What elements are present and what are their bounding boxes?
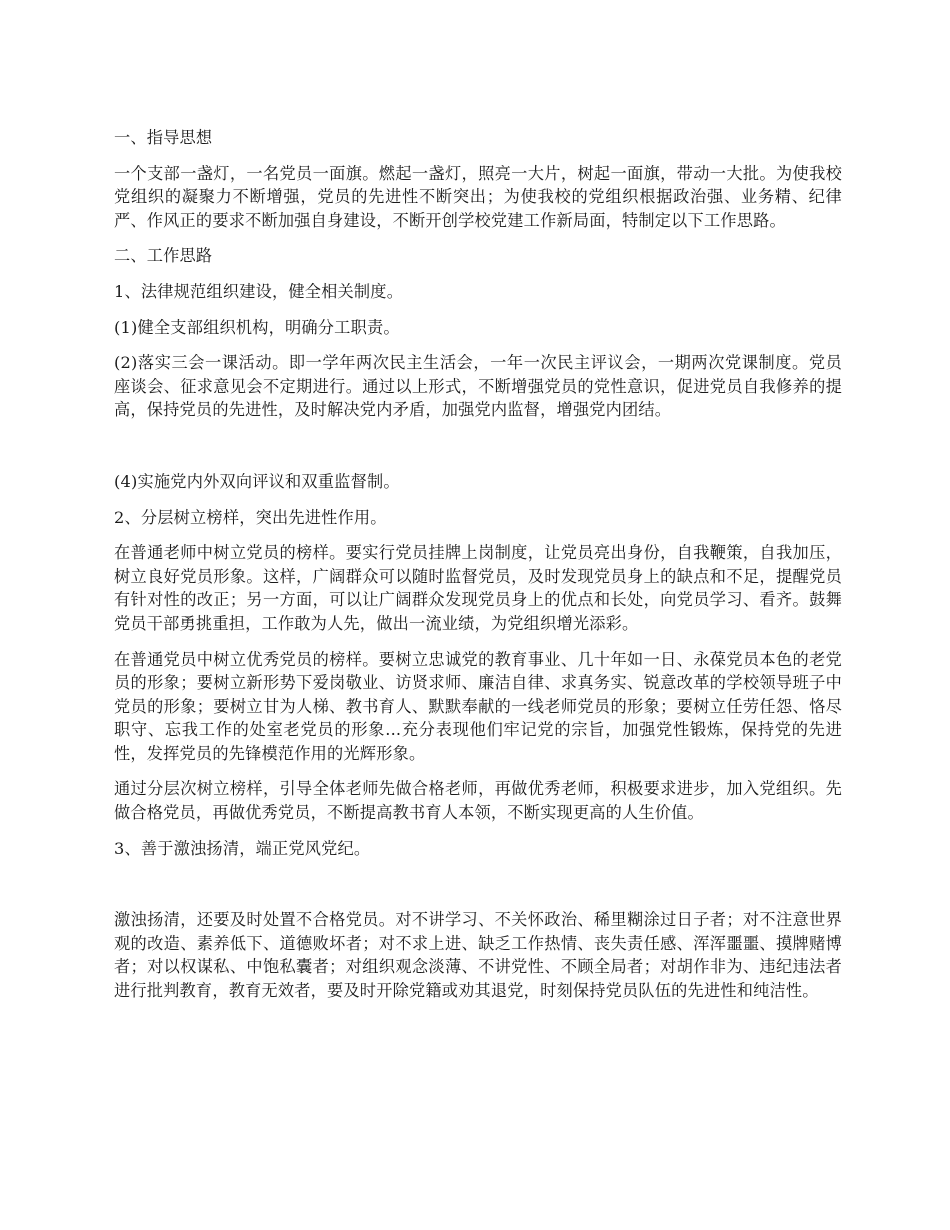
subheading-role-models: 2、分层树立榜样，突出先进性作用。 [114, 507, 387, 527]
list-item-4: (4)实施党内外双向评议和双重监督制。 [114, 471, 400, 491]
paragraph-teacher-models: 在普通老师中树立党员的榜样。要实行党员挂牌上岗制度，让党员亮出身份，自我鞭策，自我加压，树立良好党员形象。这样，广阔群众可以随时监督党员，及时发现党员身上的缺点和不足，提醒党员有针对性的改正；另一方面，可以让广阔群众发现党员身上的优点和长处，向党员学习、看齐。鼓舞党员干部勇挑重担，工作敢为人先，做出一流业绩，为党组织增光添彩。 [114, 543, 842, 633]
paragraph-intro: 一个支部一盏灯，一名党员一面旗。燃起一盏灯，照亮一大片，树起一面旗，带动一大批。为使我校党组织的凝聚力不断增强，党员的先进性不断突出；为使我校的党组织根据政治强、业务精、纪律严、作风正的要求不断加强自身建设，不断开创学校党建工作新局面，特制定以下工作思路。 [114, 163, 842, 230]
list-item-2: (2)落实三会一课活动。即一学年两次民主生活会，一年一次民主评议会，一期两次党课制度。党员座谈会、征求意见会不定期进行。通过以上形式，不断增强党员的党性意识，促进党员自我修养的提高，保持党员的先进性，及时解决党内矛盾，加强党内监督，增强党内团结。 [114, 353, 842, 420]
list-item-1: (1)健全支部组织机构，明确分工职责。 [114, 317, 400, 337]
blank-gap [114, 872, 842, 908]
paragraph-layered-models: 通过分层次树立榜样，引导全体老师先做合格老师，再做优秀老师，积极要求进步，加入党组织。先做合格党员，再做优秀党员，不断提高教书育人本领，不断实现更高的人生价值。 [114, 779, 842, 823]
blank-gap [114, 434, 842, 470]
paragraph-member-models: 在普通党员中树立优秀党员的榜样。要树立忠诚党的教育事业、几十年如一日、永葆党员本色的老党员的形象；要树立新形势下爱岗敬业、访贤求师、廉洁自律、求真务实、锐意改革的学校领导班子中党员的形象；要树立甘为人梯、教书育人、默默奉献的一线老师党员的形象；要树立任劳任怨、恪尽职守、忘我工作的处室老党员的形象...充分表现他们牢记党的宗旨，加强党性锻炼，保持党的先进性，发挥党员的先锋模范作用的光辉形象。 [114, 649, 842, 763]
section-heading-work-ideas: 二、工作思路 [114, 246, 213, 266]
subheading-organization: 1、法律规范组织建设，健全相关制度。 [114, 281, 404, 301]
document-body [114, 126, 842, 1015]
subheading-discipline: 3、善于激浊扬清，端正党风党纪。 [114, 838, 371, 858]
paragraph-discipline: 激浊扬清，还要及时处置不合格党员。对不讲学习、不关怀政治、稀里糊涂过日子者；对不注意世界观的改造、素养低下、道德败坏者；对不求上进、缺乏工作热情、丧失责任感、浑浑噩噩、摸牌赌博者；对以权谋私、中饱私囊者；对组织观念淡薄、不讲党性、不顾全局者；对胡作非为、违纪违法者进行批判教育，教育无效者，要及时开除党籍或劝其退党，时刻保持党员队伍的先进性和纯洁性。 [114, 910, 842, 1001]
section-heading-guiding-ideology: 一、指导思想 [114, 128, 213, 147]
